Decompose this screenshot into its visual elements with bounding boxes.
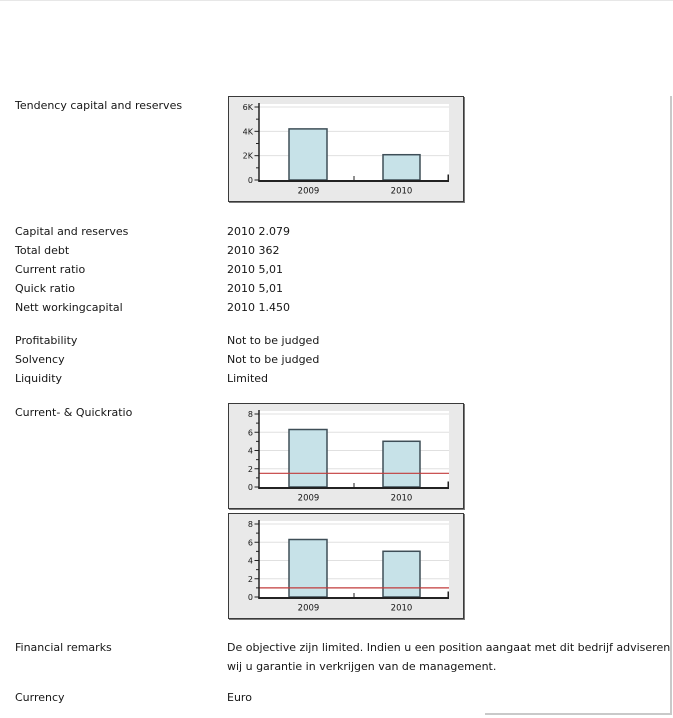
tendency-section-label: Tendency capital and reserves xyxy=(15,99,183,112)
current-ratio-chart xyxy=(228,403,464,509)
metric-label: Current ratio xyxy=(15,263,86,276)
currency-label: Currency xyxy=(15,691,65,704)
tendency-capital-chart xyxy=(228,96,464,202)
svg-text:6: 6 xyxy=(247,428,253,438)
svg-text:2010: 2010 xyxy=(390,493,413,504)
svg-text:4K: 4K xyxy=(242,127,253,137)
svg-text:2K: 2K xyxy=(242,151,253,161)
metric-value: 2010 362 xyxy=(227,244,280,257)
metric-value: 2010 5,01 xyxy=(227,263,283,276)
svg-text:6: 6 xyxy=(247,538,253,548)
svg-text:2009: 2009 xyxy=(297,186,320,197)
currency-value: Euro xyxy=(227,691,252,704)
assessment-label: Profitability xyxy=(15,334,78,347)
quick-ratio-chart xyxy=(228,513,464,619)
svg-text:2010: 2010 xyxy=(390,186,413,197)
assessment-value: Not to be judged xyxy=(227,334,320,347)
svg-text:0: 0 xyxy=(247,593,253,602)
svg-text:2010: 2010 xyxy=(390,603,413,614)
ratio-section-label: Current- & Quickratio xyxy=(15,406,133,419)
svg-text:0: 0 xyxy=(247,176,253,185)
metric-label: Quick ratio xyxy=(15,282,75,295)
svg-text:2009: 2009 xyxy=(297,493,320,504)
metric-value: 2010 5,01 xyxy=(227,282,283,295)
svg-text:2: 2 xyxy=(247,464,253,474)
metric-label: Total debt xyxy=(15,244,70,257)
metric-value: 2010 1.450 xyxy=(227,301,290,314)
svg-text:8: 8 xyxy=(247,410,253,419)
svg-text:2: 2 xyxy=(247,574,253,584)
svg-text:8: 8 xyxy=(247,520,253,529)
metric-label: Capital and reserves xyxy=(15,225,129,238)
assessment-value: Not to be judged xyxy=(227,353,320,366)
metric-value: 2010 2.079 xyxy=(227,225,290,238)
assessment-label: Liquidity xyxy=(15,372,63,385)
svg-text:4: 4 xyxy=(247,556,253,566)
assessment-label: Solvency xyxy=(15,353,65,366)
metric-label: Nett workingcapital xyxy=(15,301,123,314)
page-right-border xyxy=(670,96,672,714)
remarks-label: Financial remarks xyxy=(15,641,112,654)
page-bottom-border xyxy=(485,713,672,715)
assessment-value: Limited xyxy=(227,372,269,385)
svg-text:4: 4 xyxy=(247,446,253,456)
page-top-border xyxy=(0,0,673,1)
remarks-text: De objective zijn limited. Indien u een position aangaat met dit bedrijf adviseren wij u garantie in verkrijgen van de management. xyxy=(227,641,671,673)
svg-text:6K: 6K xyxy=(242,103,253,112)
svg-text:0: 0 xyxy=(247,483,253,492)
svg-text:2009: 2009 xyxy=(297,603,320,614)
